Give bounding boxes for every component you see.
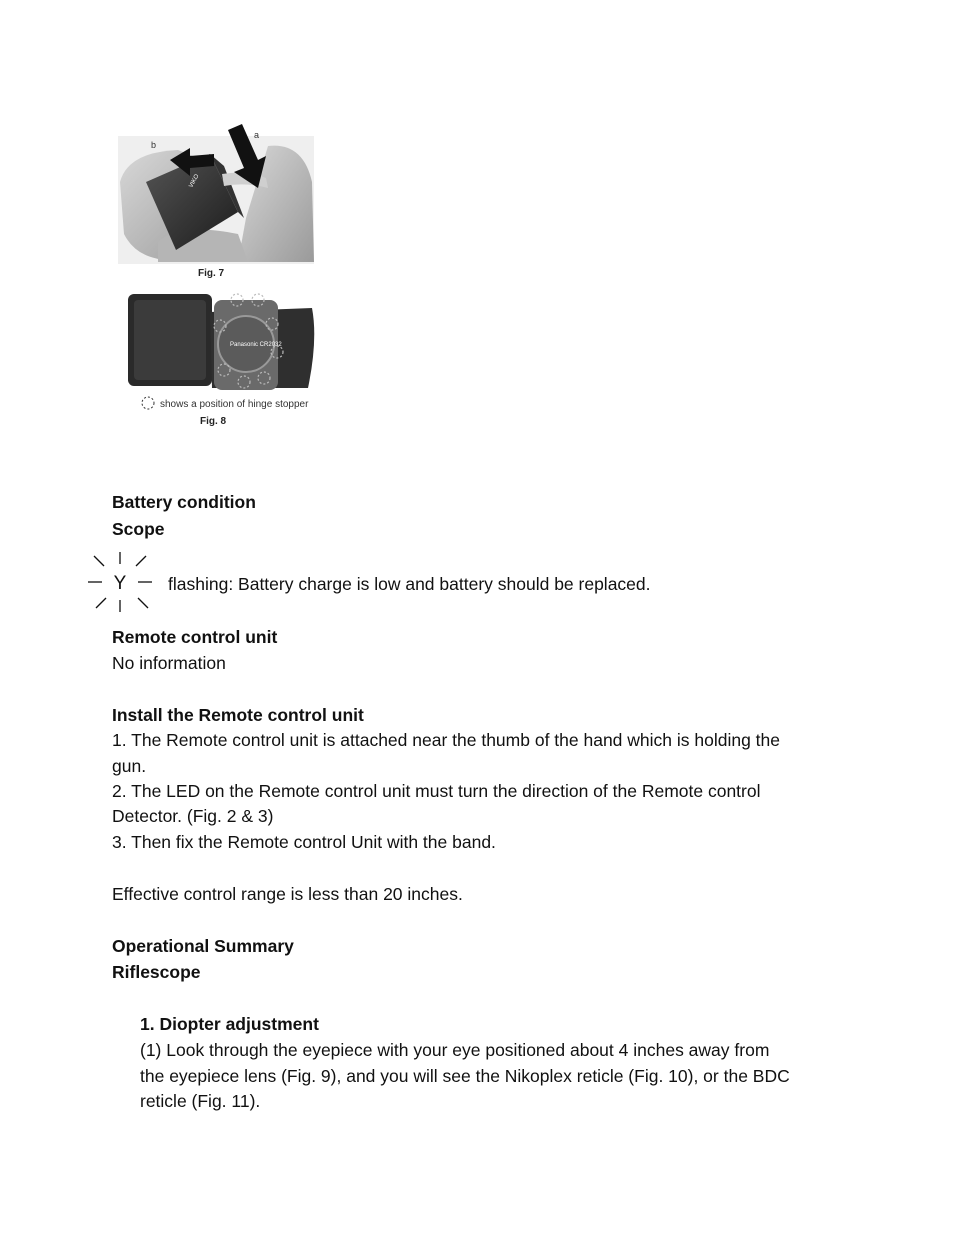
- figure-7-caption: Fig. 7: [198, 268, 225, 279]
- install-line: gun.: [112, 756, 147, 776]
- remote-control-heading: Remote control unit: [112, 627, 278, 647]
- label-b: b: [151, 140, 157, 150]
- install-line: 2. The LED on the Remote control unit must turn the direction of the Remote control: [112, 781, 761, 801]
- install-heading: Install the Remote control unit: [112, 705, 364, 725]
- diopter-line: (1) Look through the eyepiece with your eye positioned about 4 inches away from: [140, 1040, 770, 1060]
- battery-low-text: flashing: Battery charge is low and battery should be replaced.: [168, 574, 651, 594]
- operational-summary-heading: Operational Summary: [112, 936, 294, 956]
- riflescope-heading: Riflescope: [112, 962, 201, 982]
- label-a: a: [254, 130, 260, 140]
- indicator-symbol: Y: [113, 573, 127, 594]
- install-line: Detector. (Fig. 2 & 3): [112, 806, 274, 826]
- diopter-line: reticle (Fig. 11).: [140, 1091, 261, 1111]
- battery-label-text: Panasonic CR2032: [230, 342, 282, 348]
- control-range-text: Effective control range is less than 20 inches.: [112, 884, 463, 904]
- scope-heading: Scope: [112, 519, 165, 539]
- install-line: 1. The Remote control unit is attached near the thumb of the hand which is holding the: [112, 730, 781, 750]
- device-brand-text: VIKO: [188, 173, 201, 189]
- diopter-heading: 1. Diopter adjustment: [140, 1014, 319, 1034]
- figure-8-caption: Fig. 8: [200, 416, 227, 427]
- remote-control-info: No information: [112, 653, 226, 673]
- flashing-indicator-icon: [86, 550, 156, 616]
- hinge-stopper-legend-icon: [142, 397, 154, 409]
- diopter-line: the eyepiece lens (Fig. 9), and you will see the Nikoplex reticle (Fig. 10), or the BDC: [140, 1066, 790, 1086]
- install-line: 3. Then fix the Remote control Unit with the band.: [112, 832, 496, 852]
- figure-8-note: shows a position of hinge stopper: [160, 399, 309, 410]
- figure-7: [118, 122, 318, 284]
- figure-8: [122, 290, 318, 430]
- battery-condition-heading: Battery condition: [112, 492, 256, 512]
